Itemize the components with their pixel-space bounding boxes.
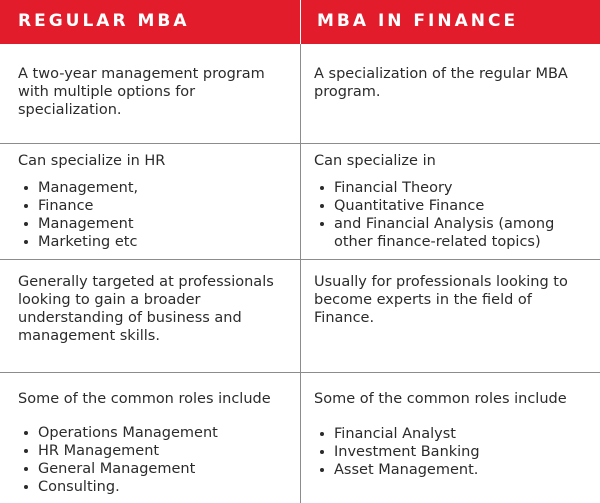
table-row [0, 44, 600, 144]
list-item: Financial Theory [320, 179, 588, 197]
cell-finance-program [300, 44, 600, 143]
cell-regular-specialization [0, 144, 300, 259]
bullet-list [314, 179, 588, 251]
table-row [0, 260, 600, 373]
table-row [0, 144, 600, 260]
header-mba-in-finance: MBA IN FINANCE [300, 0, 600, 44]
cell-regular-program [0, 44, 300, 143]
cell-text: Can specialize in [314, 153, 436, 169]
cell-text: Can specialize in HR [18, 153, 166, 169]
table-header [0, 0, 600, 44]
table-row [0, 373, 600, 503]
list-item: and Financial Analysis (among other finance-related topics) [320, 215, 588, 251]
cell-finance-specialization [300, 144, 600, 259]
list-item: General Management [24, 460, 288, 478]
cell-regular-roles [0, 373, 300, 503]
list-item: Investment Banking [320, 443, 588, 461]
list-item: Quantitative Finance [320, 197, 588, 215]
list-item: HR Management [24, 442, 288, 460]
list-item: Operations Management [24, 424, 288, 442]
list-item: Management, [24, 179, 288, 197]
list-item: Financial Analyst [320, 425, 588, 443]
cell-finance-roles [300, 373, 600, 503]
bullet-list [18, 179, 288, 251]
cell-text: Usually for professionals looking to become experts in the field of Finance. [314, 274, 568, 326]
cell-text: Some of the common roles include [314, 391, 567, 407]
cell-text: A specialization of the regular MBA program. [314, 66, 568, 100]
bullet-list [18, 424, 288, 496]
cell-regular-audience [0, 260, 300, 372]
header-regular-mba: REGULAR MBA [18, 11, 190, 31]
list-item: Finance [24, 197, 288, 215]
list-item: Marketing etc [24, 233, 288, 251]
cell-text: A two-year management program with multiple options for specialization. [18, 66, 265, 118]
list-item: Management [24, 215, 288, 233]
cell-text: Some of the common roles include [18, 391, 271, 407]
cell-finance-audience [300, 260, 600, 372]
list-item: Consulting. [24, 478, 288, 496]
bullet-list [314, 425, 588, 479]
list-item: Asset Management. [320, 461, 588, 479]
cell-text: Generally targeted at professionals looking to gain a broader understanding of business and management skills. [18, 274, 274, 344]
